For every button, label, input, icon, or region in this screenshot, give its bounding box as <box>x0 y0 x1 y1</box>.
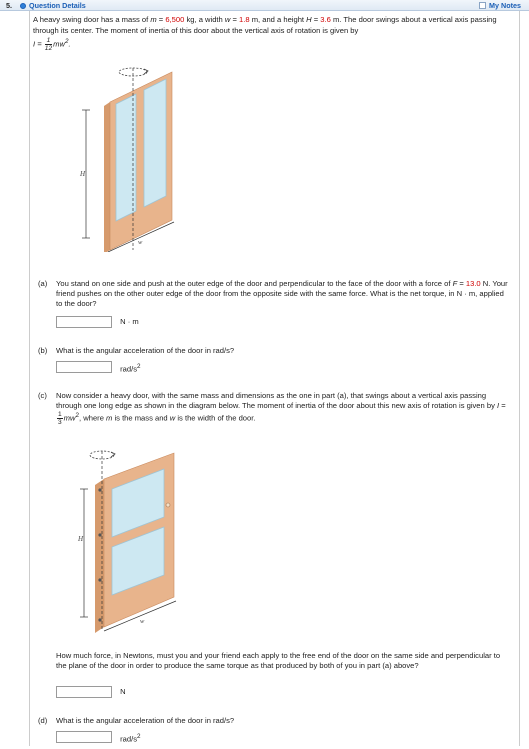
intro-text: kg, a width <box>184 15 225 24</box>
part-c-text: Now consider a heavy door, with the same mass and dimensions as the one in part (a), that swings about a vertical axis passing through one long edge as shown in the diagram below. The moment of inertia of the door about this new axis of rotation is given by I = $\frac{1}{3}$ $mw^2$, where m is the mass and w is the width of the door. <box>56 391 506 427</box>
intro-text: m, and a height <box>249 15 307 24</box>
fraction-numerator: 1 <box>58 411 62 419</box>
hinge-icon <box>98 533 101 536</box>
part-b-text: What is the angular acceleration of the door in rad/s? <box>56 346 235 355</box>
question-text: is the mass and <box>112 413 170 423</box>
part-label: (b) <box>38 346 48 355</box>
part-label: (d) <box>38 716 48 725</box>
height-label: H <box>80 170 86 178</box>
question-text: Now consider a heavy door, with the same mass and dimensions as the one in part (a), that swings about a vertical axis passing through one long edge as shown in the diagram below. The moment of inertia of the door about this new axis of rotation is given by <box>56 391 497 410</box>
answer-input-c[interactable] <box>56 686 112 698</box>
height-value: 3.6 <box>320 15 331 24</box>
part-b <box>38 346 508 356</box>
part-label: (a) <box>38 279 48 288</box>
unit-exponent: 2 <box>137 363 141 370</box>
answer-row-d <box>56 731 141 744</box>
hinge-icon <box>98 578 101 581</box>
intro-text: m. The door swings about a vertical axis passing through its center. The moment of inertia of this door about the vertical axis of rotation is given by <box>33 15 497 35</box>
answer-row-b <box>56 361 141 374</box>
part-label: (c) <box>38 391 47 400</box>
intro-text: A heavy swing door has a mass of <box>33 15 151 24</box>
problem-statement <box>33 15 513 36</box>
unit-label: N · m <box>120 317 139 326</box>
equals: = <box>156 15 166 24</box>
height-label: H <box>78 535 84 543</box>
formula-end: . <box>68 39 71 49</box>
formula-term: mw <box>53 39 65 49</box>
door-knob-icon <box>166 503 170 507</box>
formula-exponent: 2 <box>64 37 69 45</box>
question-text: , where <box>79 413 107 423</box>
formula-symbol: I <box>497 401 500 410</box>
fraction-numerator: 1 <box>46 37 51 44</box>
door-diagram-edge-axis <box>70 445 200 635</box>
unit-text: rad/s <box>120 734 138 744</box>
answer-input-a[interactable] <box>56 316 112 328</box>
question-number: 5. <box>6 1 12 10</box>
fraction <box>45 37 52 52</box>
equals: = <box>311 15 321 24</box>
width-value: 1.8 <box>239 15 250 24</box>
part-d <box>38 716 508 726</box>
unit-exponent: 2 <box>137 733 141 740</box>
question-header <box>0 0 529 11</box>
unit-text: rad/s <box>120 364 138 374</box>
unit-label <box>120 361 140 376</box>
formula-term: mw <box>63 413 76 423</box>
unit-label: N <box>120 687 126 696</box>
mass-value: 6,500 <box>165 15 185 24</box>
fraction-denominator: 12 <box>44 45 53 52</box>
part-c <box>38 391 508 426</box>
answer-row-c <box>56 686 126 699</box>
part-a <box>38 279 508 309</box>
width-symbol: w <box>224 15 231 24</box>
question-text: How much force, in Newtons, must you and your friend each apply to the free end of the door on the same side and perpendicular to the plane of the door in order to produce the same torque as that produced by both of you in part (a) above? <box>56 651 501 670</box>
width-symbol: w <box>169 413 176 423</box>
question-text: You stand on one side and push at the outer edge of the door and perpendicular to the face of the door with a force of <box>56 279 453 288</box>
question-text: N. Your friend pushes on the other outer edge of the door from the opposite side with the same force. What is the net torque, in N · m, applied to the door? <box>56 279 508 308</box>
my-notes-toggle[interactable] <box>479 1 521 10</box>
door-window-right <box>144 79 166 207</box>
part-d-text: What is the angular acceleration of the door in rad/s? <box>56 716 235 725</box>
formula-exponent: 2 <box>75 412 80 419</box>
part-a-text: You stand on one side and push at the outer edge of the door and perpendicular to the face of the door with a force of F = 13.0 N. Your friend pushes on the other outer edge of the door from the opposite side with the same force. What is the net torque, in N · m, applied to the door? <box>56 279 508 308</box>
fraction <box>57 411 63 426</box>
question-details-link[interactable] <box>20 1 86 10</box>
door-side-edge <box>104 102 110 252</box>
mass-symbol: m <box>150 15 157 24</box>
force-symbol: F <box>452 279 458 288</box>
answer-row-a <box>56 316 139 329</box>
equals: = <box>230 15 240 24</box>
my-notes-checkbox[interactable] <box>479 2 486 9</box>
height-symbol: H <box>306 15 312 24</box>
hinge-icon <box>98 618 101 621</box>
width-label: w <box>140 618 145 625</box>
door-diagram-center-axis <box>70 62 200 252</box>
my-notes-label: My Notes <box>489 1 521 10</box>
door-side-edge <box>95 479 104 633</box>
force-value: 13.0 <box>465 279 481 288</box>
part-c-followup <box>38 651 508 671</box>
unit-label <box>120 731 140 746</box>
question-details-label: Question Details <box>29 1 86 10</box>
width-label: w <box>138 239 143 246</box>
expand-icon <box>20 3 26 9</box>
fraction-denominator: 3 <box>58 419 62 427</box>
answer-input-d[interactable] <box>56 731 112 743</box>
mass-symbol: m <box>106 413 113 423</box>
formula-symbol: I <box>33 39 36 49</box>
answer-input-b[interactable] <box>56 361 112 373</box>
hinge-icon <box>98 488 101 491</box>
question-text: is the width of the door. <box>175 413 256 423</box>
inertia-formula: I = $\frac{1}{12}$ $mw^2$. <box>33 37 71 52</box>
